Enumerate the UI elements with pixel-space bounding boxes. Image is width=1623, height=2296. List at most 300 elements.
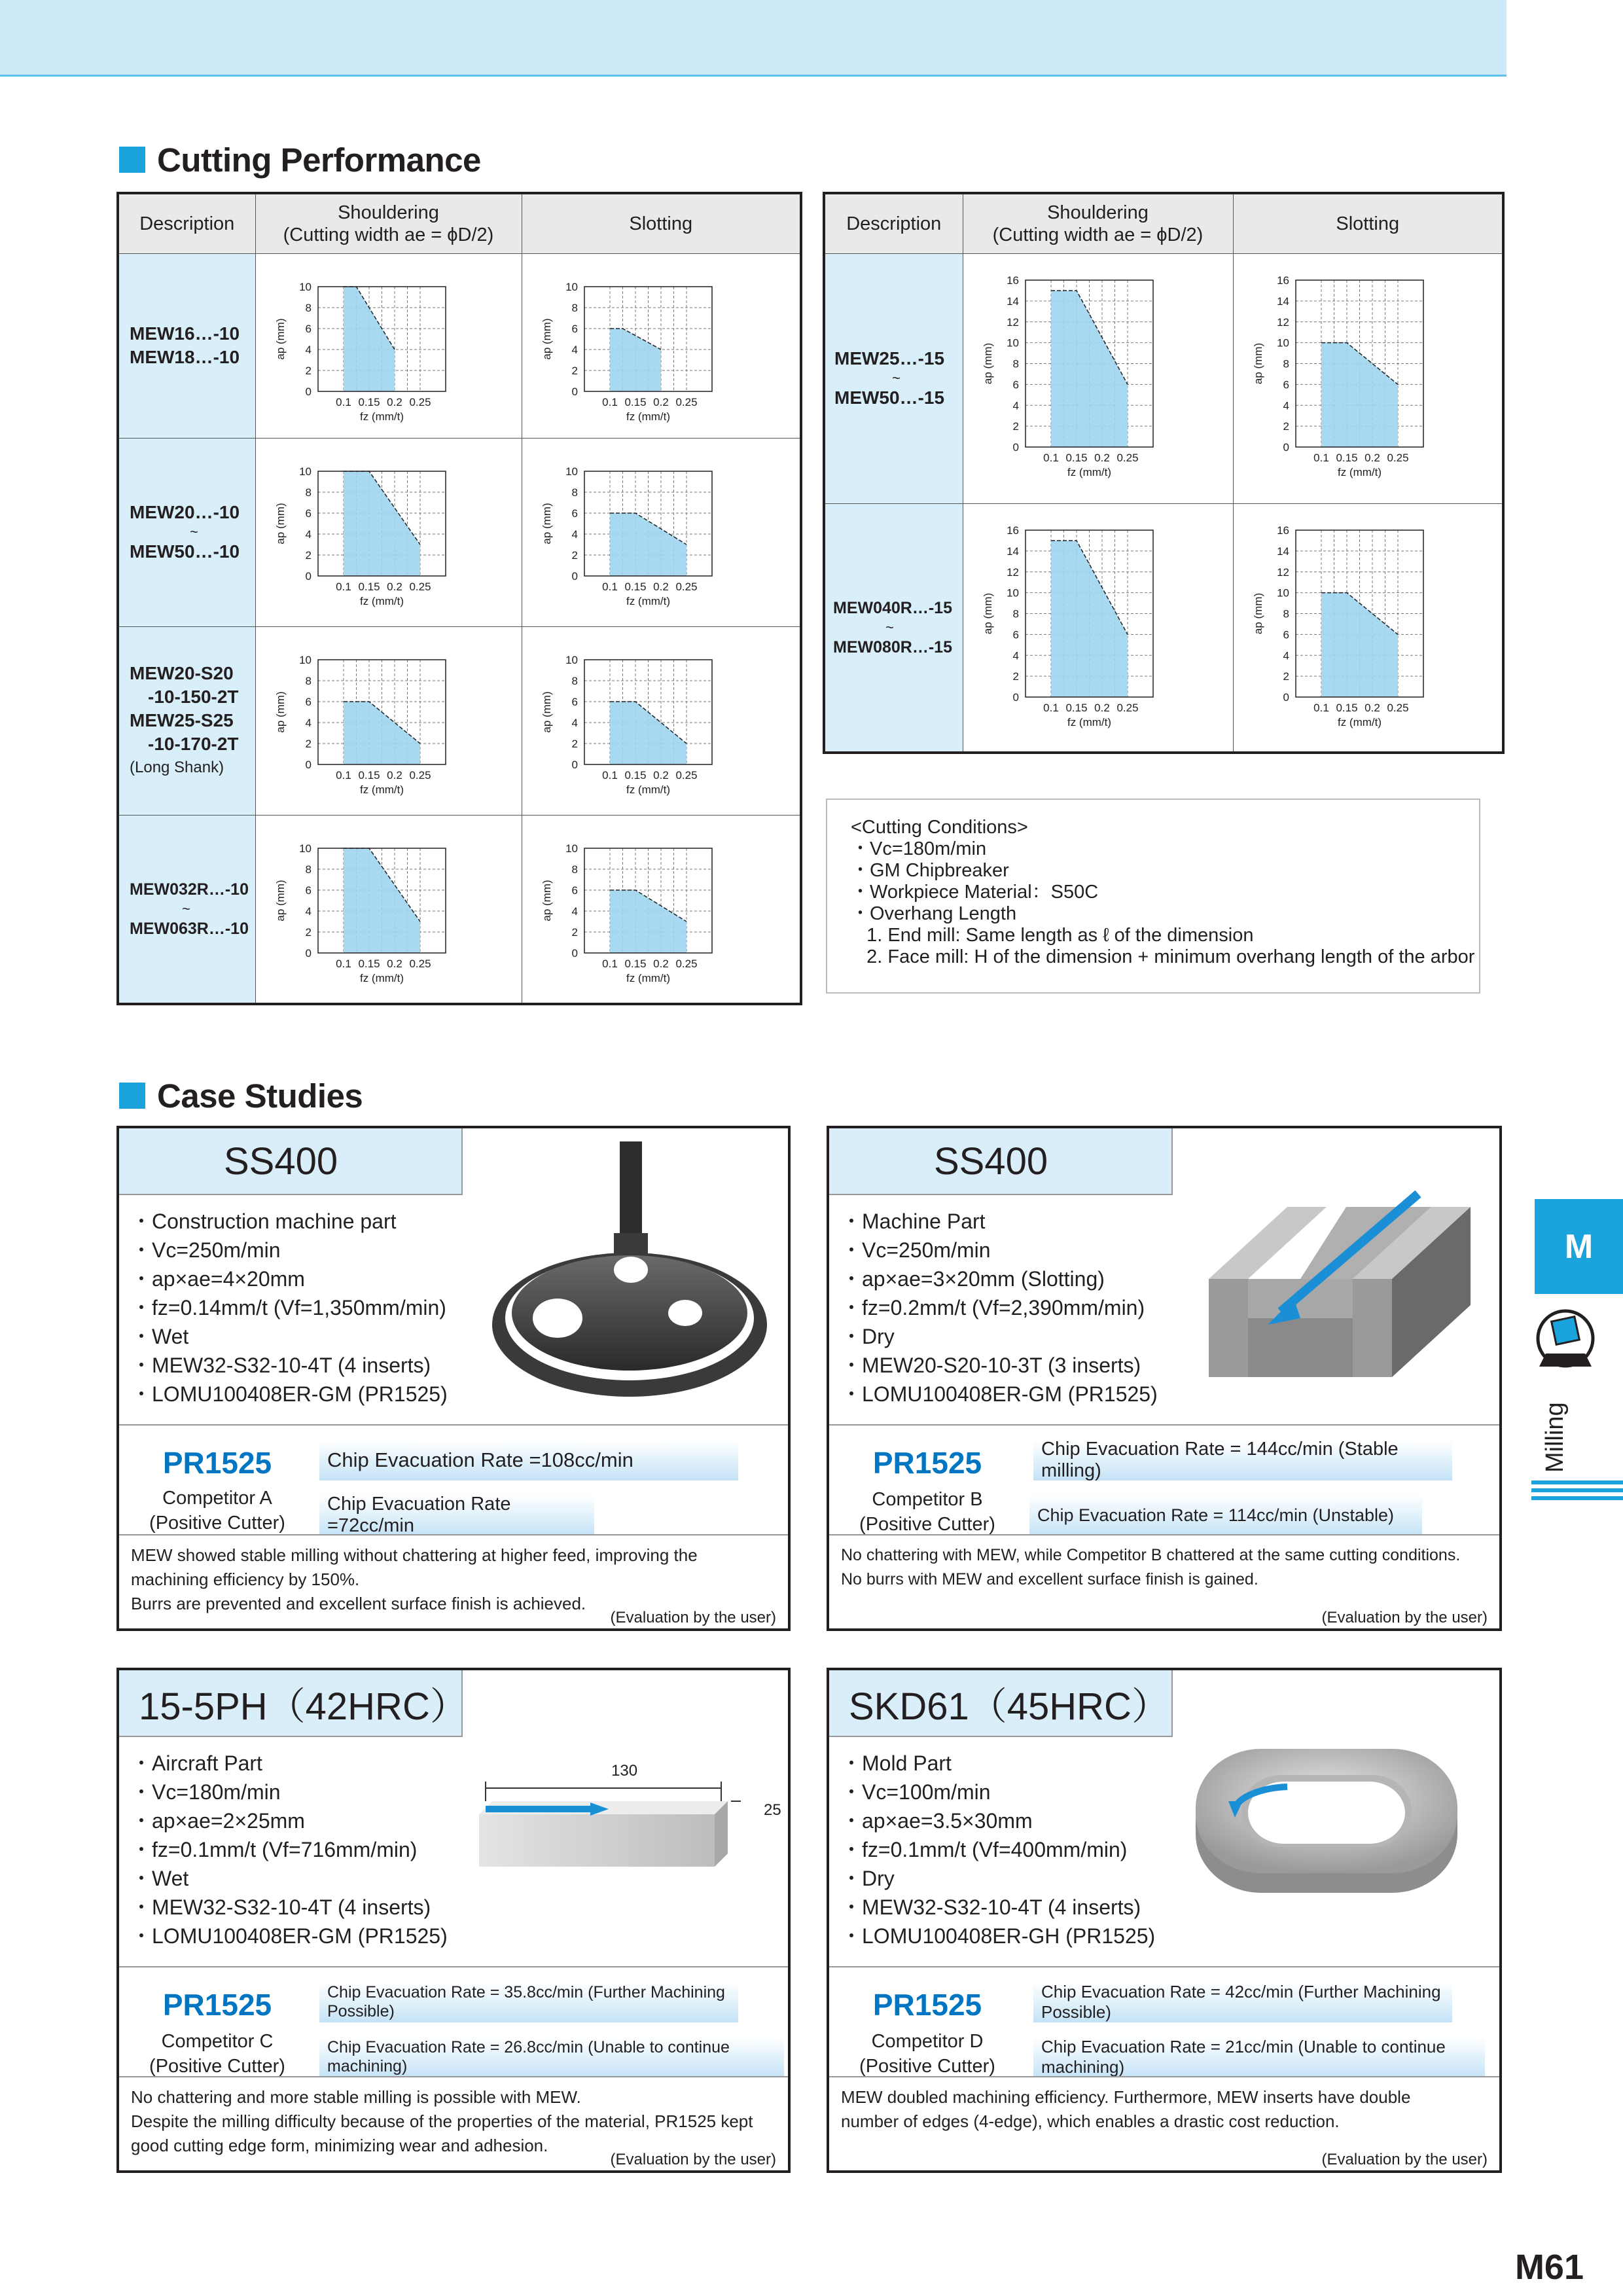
competitor-type: (Positive Cutter) [149, 2056, 285, 2077]
desc-line: MEW080R…-15 [833, 637, 952, 656]
info-line: ・LOMU100408ER-GM (PR1525) [131, 1924, 448, 1948]
y-tick-label: 4 [305, 528, 312, 541]
y-axis-label: ap (mm) [540, 879, 553, 922]
x-tick-label: 0.1 [335, 581, 351, 593]
y-axis-label: ap (mm) [540, 503, 553, 545]
note-line: machining efficiency by 150%. [131, 1570, 360, 1589]
y-tick-label: 2 [305, 549, 312, 562]
info-line: ・Wet [131, 1867, 189, 1890]
desc-tilde: ~ [892, 370, 901, 386]
x-tick-label: 0.1 [601, 581, 618, 593]
slotting-graph [522, 254, 800, 437]
x-axis-label: fz (mm/t) [626, 595, 670, 607]
competitor-label [829, 2029, 1026, 2079]
case-info [131, 1749, 448, 1950]
x-tick-label: 0.2 [386, 396, 402, 408]
x-axis-label: fz (mm/t) [1337, 466, 1382, 478]
desc-line: MEW18…-10 [130, 347, 240, 367]
x-tick-label: 0.2 [652, 957, 669, 970]
x-tick-label: 0.2 [1364, 701, 1380, 714]
case-note-area [829, 1534, 1499, 1631]
x-tick-label: 0.2 [652, 396, 669, 408]
case-material: SKD61（45HRC） [829, 1670, 1173, 1737]
x-tick-label: 0.2 [386, 769, 402, 781]
y-tick-label: 0 [1012, 441, 1019, 454]
desc-tilde: ~ [885, 619, 894, 636]
dimension-width: 25 [764, 1801, 781, 1819]
x-axis-label: fz (mm/t) [1067, 715, 1111, 728]
info-line: ・ap×ae=3.5×30mm [841, 1809, 1033, 1833]
grade-label: PR1525 [872, 1988, 982, 2022]
competitor-type: (Positive Cutter) [859, 2056, 995, 2077]
row-description [824, 253, 963, 503]
cutting-performance-table-left [116, 192, 802, 1005]
case-info [131, 1207, 448, 1408]
case-study-card [827, 1668, 1502, 2173]
workpiece-illustration [1183, 1736, 1471, 1906]
conditions-title: <Cutting Conditions> [851, 817, 1028, 838]
pr1525-rate-bar: Chip Evacuation Rate =108cc/min [319, 1440, 738, 1480]
desc-line: MEW20…-10 [130, 502, 240, 522]
x-axis-label: fz (mm/t) [359, 410, 404, 423]
graph-cell [255, 438, 522, 626]
shouldering-graph [963, 254, 1232, 503]
case-note [841, 2085, 1508, 2134]
desc-note: (Long Shank) [130, 759, 224, 776]
y-tick-label: 12 [1006, 315, 1019, 329]
y-axis-label: ap (mm) [1251, 342, 1264, 385]
y-axis-label: ap (mm) [274, 503, 287, 545]
case-note-area [119, 1534, 788, 1631]
y-tick-label: 4 [1283, 649, 1289, 662]
workpiece-illustration [1183, 1168, 1490, 1384]
y-tick-label: 8 [305, 302, 312, 314]
y-tick-label: 10 [298, 654, 312, 666]
x-tick-label: 0.25 [1386, 452, 1409, 464]
header-slotting: Slotting [522, 193, 801, 253]
y-tick-label: 10 [1006, 586, 1019, 600]
info-line: ・ap×ae=2×25mm [131, 1809, 305, 1833]
y-tick-label: 0 [571, 570, 578, 583]
graph-cell [522, 815, 801, 1004]
case-note [131, 1543, 798, 1616]
x-tick-label: 0.2 [386, 581, 402, 593]
y-tick-label: 2 [305, 738, 312, 750]
case-material: 15-5PH（42HRC） [119, 1670, 463, 1737]
x-tick-label: 0.1 [1043, 701, 1059, 714]
graph-cell [255, 253, 522, 438]
info-line: ・Mold Part [841, 1751, 952, 1775]
y-tick-label: 8 [1283, 357, 1289, 370]
page-number: M61 [1514, 2248, 1584, 2287]
y-tick-label: 4 [571, 528, 578, 541]
cutting-conditions-box [826, 798, 1480, 994]
case-note-area [119, 2076, 788, 2173]
desc-line: MEW040R…-15 [833, 598, 952, 617]
y-tick-label: 2 [1012, 420, 1019, 433]
competitor-rate-bar: Chip Evacuation Rate = 21cc/min (Unable to continue machining) [1033, 2037, 1485, 2077]
info-line: ・Dry [841, 1325, 895, 1348]
row-description [118, 253, 255, 438]
slotting-graph [522, 816, 800, 1003]
evaluation-note: (Evaluation by the user) [610, 1609, 776, 1626]
x-tick-label: 0.1 [1313, 452, 1329, 464]
y-tick-label: 6 [305, 323, 312, 335]
condition-item: ・Vc=180m/min [851, 838, 987, 859]
graph-cell [522, 626, 801, 815]
y-tick-label: 2 [305, 365, 312, 377]
y-tick-label: 2 [1012, 670, 1019, 683]
competitor-row [829, 1482, 1499, 1534]
info-line: ・Vc=250m/min [131, 1238, 281, 1262]
y-tick-label: 4 [305, 717, 312, 729]
y-axis-label: ap (mm) [540, 691, 553, 733]
y-tick-label: 0 [571, 759, 578, 771]
y-tick-label: 6 [305, 884, 312, 897]
y-tick-label: 6 [1012, 628, 1019, 641]
desc-line: MEW20-S20 [130, 663, 234, 683]
info-line: ・MEW32-S32-10-4T (4 inserts) [841, 1895, 1141, 1919]
shouldering-graph [963, 504, 1232, 751]
row-description [118, 626, 255, 815]
y-tick-label: 6 [305, 507, 312, 520]
y-tick-label: 4 [571, 344, 578, 356]
grade-label: PR1525 [872, 1446, 982, 1480]
section-marker-icon [119, 1083, 145, 1109]
y-tick-label: 10 [565, 281, 578, 293]
y-tick-label: 14 [1276, 295, 1289, 308]
desc-line: MEW032R…-10 [130, 880, 249, 899]
competitor-label [119, 2029, 315, 2079]
y-axis-label: ap (mm) [274, 691, 287, 733]
y-tick-label: 10 [298, 281, 312, 293]
x-tick-label: 0.2 [386, 957, 402, 970]
case-study-card [827, 1126, 1502, 1631]
evaluation-note: (Evaluation by the user) [610, 2151, 776, 2168]
info-line: ・Wet [131, 1325, 189, 1348]
y-axis-label: ap (mm) [1251, 592, 1264, 634]
desc-line: MEW25-S25 [130, 710, 234, 730]
section-title-case-studies [119, 1076, 363, 1115]
y-axis-label: ap (mm) [274, 318, 287, 360]
y-tick-label: 8 [305, 863, 312, 876]
y-tick-label: 0 [1283, 441, 1289, 454]
note-line: MEW showed stable milling without chattering at higher feed, improving the [131, 1545, 698, 1565]
pr1525-rate-bar: Chip Evacuation Rate = 42cc/min (Further Machining Possible) [1033, 1982, 1452, 2022]
x-axis-label: fz (mm/t) [359, 971, 404, 984]
graph-cell [255, 626, 522, 815]
section-marker-icon [119, 147, 145, 173]
y-tick-label: 6 [1283, 628, 1289, 641]
y-axis-label: ap (mm) [981, 342, 994, 385]
note-line: good cutting edge form, minimizing wear and adhesion. [131, 2136, 548, 2155]
y-tick-label: 12 [1006, 565, 1019, 579]
pr1525-rate-bar: Chip Evacuation Rate = 35.8cc/min (Further Machining Possible) [319, 1982, 738, 2022]
y-tick-label: 2 [1283, 420, 1289, 433]
y-tick-label: 0 [571, 386, 578, 398]
x-tick-label: 0.1 [335, 396, 351, 408]
competitor-label [119, 1486, 315, 1535]
x-axis-label: fz (mm/t) [626, 783, 670, 796]
condition-item: 2. Face mill: H of the dimension + minimum overhang length of the arbor [851, 946, 1475, 967]
x-tick-label: 0.25 [1116, 701, 1139, 714]
info-line: ・ap×ae=4×20mm [131, 1267, 305, 1291]
y-tick-label: 14 [1276, 545, 1289, 558]
y-tick-label: 4 [1012, 649, 1019, 662]
x-tick-label: 0.1 [601, 769, 618, 781]
x-tick-label: 0.1 [1043, 452, 1059, 464]
x-tick-label: 0.15 [624, 396, 647, 408]
row-description [118, 815, 255, 1004]
y-tick-label: 10 [1276, 586, 1289, 600]
y-tick-label: 8 [571, 863, 578, 876]
info-line: ・fz=0.2mm/t (Vf=2,390mm/min) [841, 1296, 1145, 1319]
y-tick-label: 6 [571, 507, 578, 520]
note-line: No burrs with MEW and excellent surface finish is gained. [841, 1570, 1258, 1588]
graph-cell [963, 253, 1233, 503]
note-line: Burrs are prevented and excellent surface finish is achieved. [131, 1594, 586, 1613]
y-tick-label: 8 [1012, 357, 1019, 370]
shouldering-graph [256, 816, 521, 1003]
milling-tab-label [1541, 1394, 1594, 1473]
info-line: ・fz=0.14mm/t (Vf=1,350mm/min) [131, 1296, 446, 1319]
info-line: ・LOMU100408ER-GM (PR1525) [131, 1382, 448, 1406]
grade-label: PR1525 [162, 1446, 272, 1480]
pr1525-rate-bar: Chip Evacuation Rate = 144cc/min (Stable milling) [1033, 1440, 1452, 1480]
evaluation-note: (Evaluation by the user) [1321, 2151, 1488, 2168]
competitor-rate-bar: Chip Evacuation Rate =72cc/min [319, 1495, 594, 1535]
capability-area [610, 329, 661, 391]
competitor-row [829, 2024, 1499, 2076]
note-line: No chattering with MEW, while Competitor B chattered at the same cutting conditions. [841, 1546, 1461, 1564]
x-tick-label: 0.1 [335, 769, 351, 781]
x-tick-label: 0.2 [1094, 701, 1110, 714]
y-tick-label: 6 [305, 696, 312, 708]
dimension-length: 130 [611, 1762, 638, 1780]
y-tick-label: 4 [305, 905, 312, 918]
x-tick-label: 0.15 [624, 581, 647, 593]
y-tick-label: 2 [305, 925, 312, 939]
y-tick-label: 10 [298, 842, 312, 855]
graph-cell [522, 253, 801, 438]
condition-item: 1. End mill: Same length as ℓ of the dimension [851, 925, 1254, 946]
competitor-name: Competitor B [872, 1489, 983, 1510]
x-tick-label: 0.15 [1065, 701, 1088, 714]
x-tick-label: 0.25 [408, 769, 431, 781]
info-line: ・LOMU100408ER-GH (PR1525) [841, 1924, 1156, 1948]
competitor-name: Competitor A [162, 1488, 272, 1509]
y-tick-label: 0 [305, 946, 312, 960]
graph-cell [1233, 253, 1503, 503]
info-line: ・Vc=180m/min [131, 1780, 281, 1804]
capability-area [1321, 343, 1398, 447]
case-material: SS400 [829, 1128, 1173, 1195]
milling-cutter-icon [1533, 1304, 1598, 1376]
y-tick-label: 8 [305, 486, 312, 499]
x-tick-label: 0.25 [675, 396, 698, 408]
y-tick-label: 0 [305, 759, 312, 771]
info-line: ・Vc=100m/min [841, 1780, 991, 1804]
header-shouldering-line2: (Cutting width ae = ϕD/2) [992, 224, 1204, 245]
x-tick-label: 0.25 [408, 396, 431, 408]
y-tick-label: 6 [571, 884, 578, 897]
slotting-graph [522, 627, 800, 814]
info-line: ・ap×ae=3×20mm (Slotting) [841, 1267, 1105, 1291]
slotting-graph [522, 439, 800, 626]
case-note-area [829, 2076, 1499, 2173]
y-tick-label: 6 [571, 323, 578, 335]
competitor-name: Competitor C [161, 2031, 274, 2052]
y-tick-label: 16 [1006, 524, 1019, 537]
case-info [841, 1207, 1158, 1408]
y-tick-label: 6 [1012, 378, 1019, 391]
x-axis-label: fz (mm/t) [626, 410, 670, 423]
capability-area [1051, 291, 1128, 447]
x-tick-label: 0.15 [624, 769, 647, 781]
desc-line: MEW50…-10 [130, 541, 240, 562]
info-line: ・Machine Part [841, 1210, 986, 1233]
header-band [0, 0, 1507, 77]
case-material: SS400 [119, 1128, 463, 1195]
header-shouldering [255, 193, 522, 253]
capability-area [610, 890, 687, 953]
capability-area [1051, 540, 1128, 696]
info-line: ・Dry [841, 1867, 895, 1890]
x-tick-label: 0.25 [408, 581, 431, 593]
competitor-row [119, 1482, 788, 1534]
info-line: ・fz=0.1mm/t (Vf=400mm/min) [841, 1838, 1128, 1861]
x-tick-label: 0.2 [1364, 452, 1380, 464]
desc-tilde: ~ [182, 900, 190, 917]
workpiece-illustration [486, 1141, 774, 1423]
x-tick-label: 0.2 [652, 581, 669, 593]
y-tick-label: 10 [298, 465, 312, 478]
case-note [841, 1543, 1508, 1592]
y-tick-label: 0 [1012, 691, 1019, 704]
y-tick-label: 8 [571, 675, 578, 687]
y-tick-label: 8 [305, 675, 312, 687]
desc-line: -10-170-2T [148, 734, 239, 754]
case-info [841, 1749, 1155, 1950]
section-tab-m[interactable]: M [1535, 1199, 1623, 1294]
info-line: ・Construction machine part [131, 1210, 397, 1233]
y-tick-label: 12 [1276, 565, 1289, 579]
evaluation-note: (Evaluation by the user) [1321, 1609, 1488, 1626]
y-tick-label: 10 [1006, 336, 1019, 350]
row-description [824, 503, 963, 753]
info-line: ・Aircraft Part [131, 1751, 262, 1775]
y-tick-label: 6 [571, 696, 578, 708]
y-tick-label: 14 [1006, 295, 1019, 308]
milling-label-text: Milling [1541, 1402, 1569, 1473]
x-tick-label: 0.25 [675, 957, 698, 970]
info-line: ・MEW32-S32-10-4T (4 inserts) [131, 1895, 431, 1919]
competitor-label [829, 1487, 1026, 1537]
y-tick-label: 16 [1006, 274, 1019, 287]
info-line: ・fz=0.1mm/t (Vf=716mm/min) [131, 1838, 418, 1861]
grade-label: PR1525 [162, 1988, 272, 2022]
competitor-name: Competitor D [871, 2031, 984, 2052]
y-tick-label: 4 [1012, 399, 1019, 412]
condition-item: ・Overhang Length [851, 903, 1017, 924]
x-tick-label: 0.25 [675, 581, 698, 593]
cutting-performance-table-right [823, 192, 1505, 754]
desc-line: MEW25…-15 [834, 348, 945, 368]
y-tick-label: 2 [571, 738, 578, 750]
graph-cell [1233, 503, 1503, 753]
x-tick-label: 0.15 [357, 769, 380, 781]
x-tick-label: 0.1 [601, 396, 618, 408]
section-title-text: Cutting Performance [157, 141, 481, 179]
graph-cell [522, 438, 801, 626]
x-tick-label: 0.15 [357, 957, 380, 970]
competitor-type: (Positive Cutter) [149, 1513, 285, 1534]
y-tick-label: 4 [305, 344, 312, 356]
desc-line: -10-150-2T [148, 687, 239, 707]
x-axis-label: fz (mm/t) [359, 595, 404, 607]
case-study-card [116, 1668, 791, 2173]
condition-item: ・GM Chipbreaker [851, 860, 1009, 881]
y-tick-label: 14 [1006, 545, 1019, 558]
row-description [118, 438, 255, 626]
tab-stripes [1531, 1480, 1623, 1507]
shouldering-graph [256, 254, 521, 437]
x-axis-label: fz (mm/t) [1337, 715, 1382, 728]
x-tick-label: 0.25 [675, 769, 698, 781]
competitor-rate-bar: Chip Evacuation Rate = 114cc/min (Unstable) [1029, 1495, 1422, 1535]
case-study-card [116, 1126, 791, 1631]
x-axis-label: fz (mm/t) [359, 783, 404, 796]
y-tick-label: 8 [571, 302, 578, 314]
desc-tilde: ~ [190, 524, 198, 540]
y-tick-label: 2 [571, 925, 578, 939]
desc-line: MEW50…-15 [834, 387, 945, 408]
header-shouldering [963, 193, 1233, 253]
x-tick-label: 0.15 [357, 581, 380, 593]
x-tick-label: 0.25 [408, 957, 431, 970]
y-tick-label: 10 [1276, 336, 1289, 350]
x-tick-label: 0.15 [357, 396, 380, 408]
note-line: MEW doubled machining efficiency. Furthermore, MEW inserts have double [841, 2087, 1411, 2107]
info-line: ・MEW32-S32-10-4T (4 inserts) [131, 1354, 431, 1377]
info-line: ・Vc=250m/min [841, 1238, 991, 1262]
header-shouldering-line2: (Cutting width ae = ϕD/2) [283, 224, 494, 245]
y-axis-label: ap (mm) [981, 592, 994, 634]
info-line: ・LOMU100408ER-GM (PR1525) [841, 1382, 1158, 1406]
y-axis-label: ap (mm) [540, 318, 553, 360]
x-tick-label: 0.15 [1065, 452, 1088, 464]
note-line: number of edges (4-edge), which enables a drastic cost reduction. [841, 2111, 1340, 2131]
y-tick-label: 8 [571, 486, 578, 499]
slotting-graph [1234, 254, 1503, 503]
y-tick-label: 16 [1276, 524, 1289, 537]
capability-area [1321, 592, 1398, 696]
x-tick-label: 0.15 [624, 957, 647, 970]
y-tick-label: 0 [305, 386, 312, 398]
info-line: ・MEW20-S20-10-3T (3 inserts) [841, 1354, 1141, 1377]
y-tick-label: 0 [571, 946, 578, 960]
x-tick-label: 0.25 [1116, 452, 1139, 464]
y-tick-label: 8 [1012, 607, 1019, 620]
y-tick-label: 0 [305, 570, 312, 583]
desc-line: MEW063R…-10 [130, 919, 249, 938]
competitor-row [119, 2024, 788, 2076]
case-note [131, 2085, 798, 2158]
x-tick-label: 0.1 [601, 957, 618, 970]
y-tick-label: 10 [565, 842, 578, 855]
x-axis-label: fz (mm/t) [626, 971, 670, 984]
x-tick-label: 0.1 [335, 957, 351, 970]
